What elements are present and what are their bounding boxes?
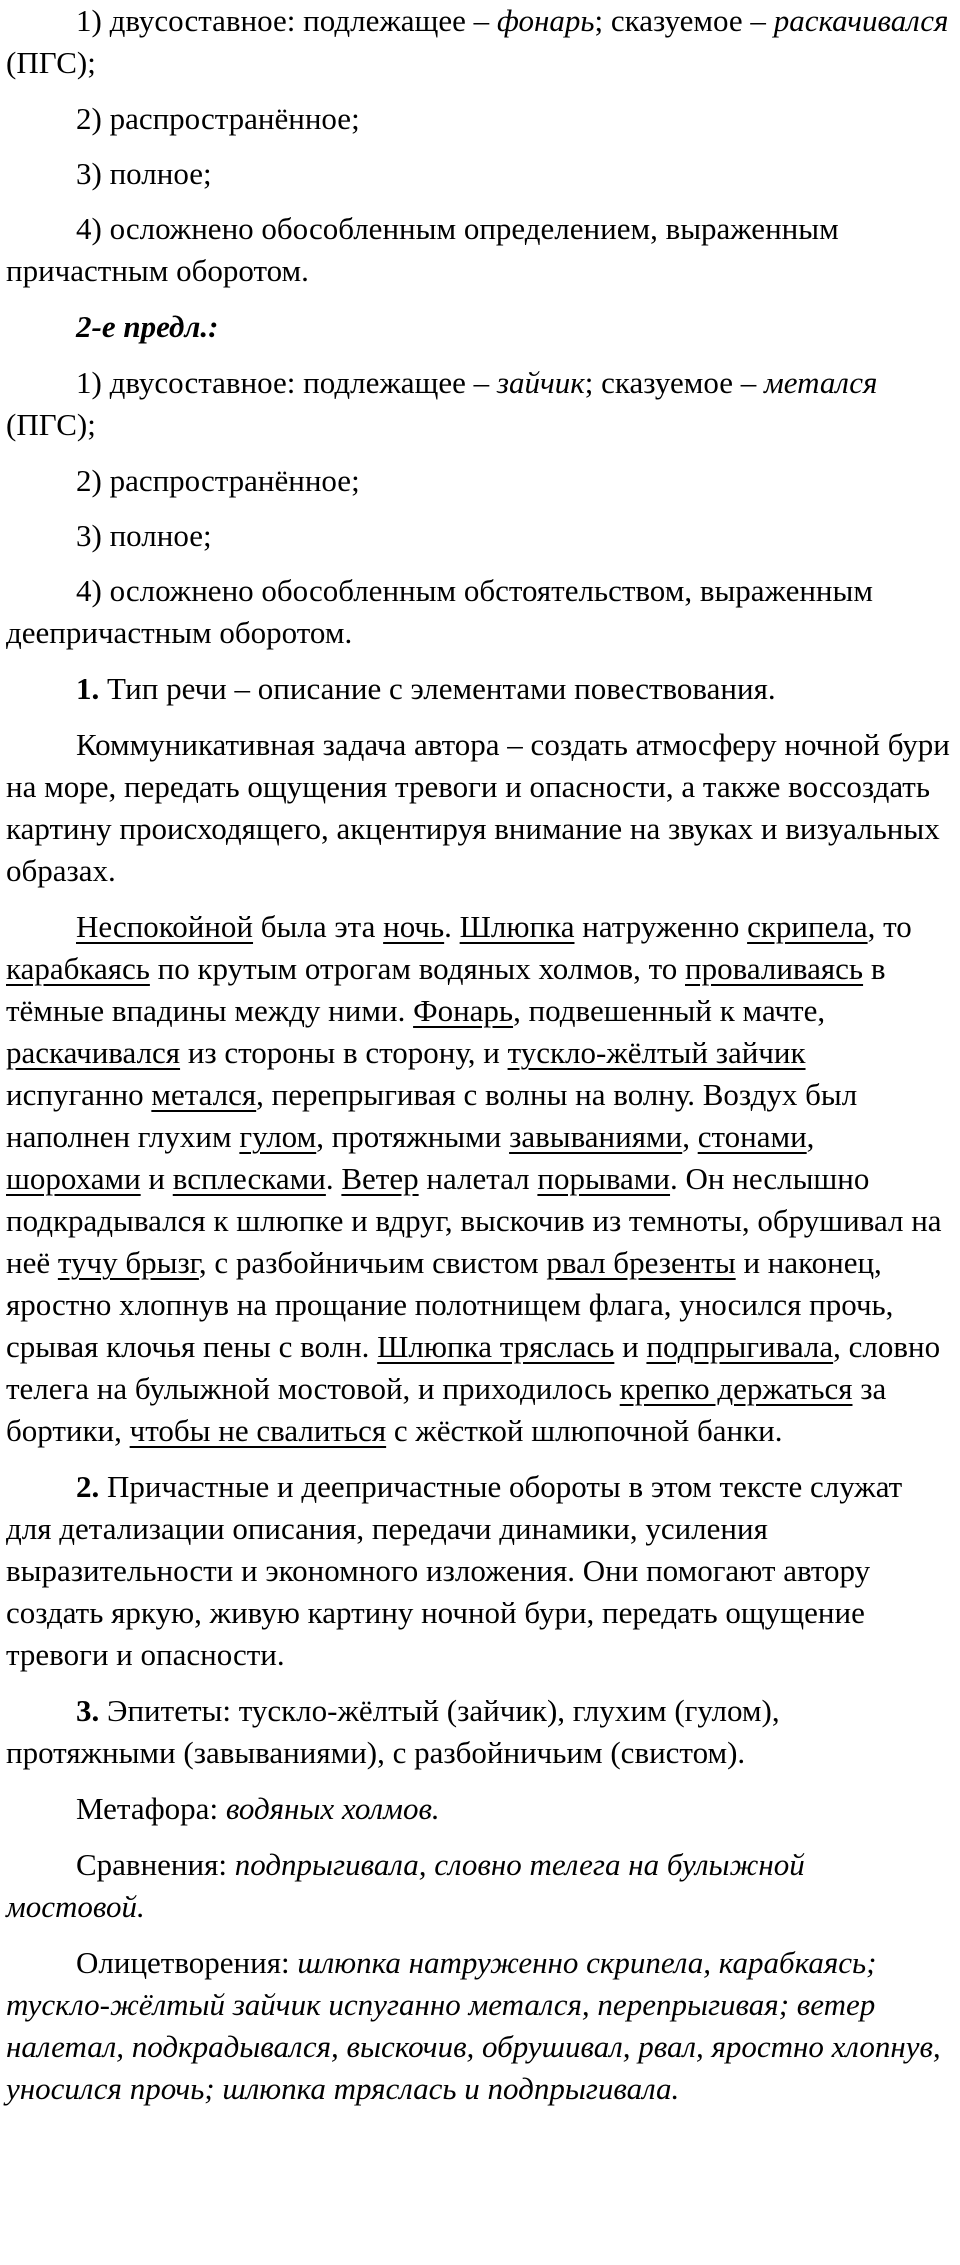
underlined-word: завываниями — [509, 1119, 683, 1154]
underlined-word: крепко держаться — [619, 1371, 853, 1406]
underlined-word: Шлюпка — [459, 909, 575, 944]
passage-text: . — [325, 1161, 342, 1196]
underlined-word: скрипела — [747, 909, 868, 944]
s2-item-1: 1) двусоставное: подлежащее – зайчик; сказуемое – метался (ПГС); — [6, 365, 878, 442]
s2-item-4: 4) осложнено обособленным обстоятельством, выраженным деепричастным оборотом. — [6, 573, 873, 650]
annotated-passage — [6, 906, 950, 1452]
s2-item-2: 2) распространённое; — [76, 463, 360, 498]
passage-text: , — [682, 1119, 698, 1154]
underlined-word: карабкаясь — [6, 951, 150, 986]
underlined-word: гулом — [239, 1119, 317, 1154]
underlined-word: раскачивался — [6, 1035, 181, 1070]
passage-text: , с разбойничьим свистом — [198, 1245, 547, 1280]
task-1-speech-type: 1. Тип речи – описание с элементами повествования. — [76, 671, 776, 706]
s1-item-2: 2) распространённое; — [76, 101, 360, 136]
passage-text: , словно телега на булыжной мостовой, и приходилось — [6, 1329, 941, 1406]
underlined-word: Фонарь — [413, 993, 514, 1028]
s1-item-3: 3) полное; — [76, 156, 212, 191]
passage-text: из стороны в сторону, и — [180, 1035, 508, 1070]
underlined-word: Неспокойной — [76, 909, 254, 944]
passage-text: с жёсткой шлюпочной банки. — [386, 1413, 783, 1448]
task-3-comparison: Сравнения: подпрыгивала, словно телега на булыжной мостовой. — [6, 1847, 805, 1924]
underlined-word: тучу брызг — [57, 1245, 199, 1280]
s1-item-4: 4) осложнено обособленным определением, выраженным причастным оборотом. — [6, 211, 839, 288]
underlined-word: порывами — [537, 1161, 671, 1196]
underlined-word: тускло-жёлтый зайчик — [507, 1035, 806, 1070]
passage-text: и — [614, 1329, 647, 1364]
task-3-personification: Олицетворения: шлюпка натруженно скрипела, карабкаясь; тускло-жёлтый зайчик испуганно метался, перепрыгивая; ветер налетал, подкрадывался, выскочив, обрушивал, рвал, яростно хлопнув, уносился прочь; шлюпка тряслась и подпрыгивала. — [6, 1945, 941, 2106]
task-3-metaphor: Метафора: водяных холмов. — [76, 1791, 440, 1826]
passage-text: , — [806, 1119, 815, 1154]
passage-text: , подвешенный к мачте, — [513, 993, 826, 1028]
underlined-word: стонами — [697, 1119, 807, 1154]
passage-text: . — [444, 909, 460, 944]
task-1-goal: Коммуникативная задача автора – создать атмосферу ночной бури на море, передать ощущения тревоги и опасности, а также воссоздать картину происходящего, акцентируя внимание на звуках и визуальных образах. — [6, 727, 950, 888]
underlined-word: Шлюпка тряслась — [377, 1329, 615, 1364]
underlined-word: всплесками — [172, 1161, 326, 1196]
passage-text: по крутым отрогам водяных холмов, то — [149, 951, 685, 986]
passage-text: . Он неслышно подкрадывался к шлюпке и вдруг, выскочив из темноты, обрушивал на неё — [6, 1161, 942, 1280]
underlined-word: рвал брезенты — [546, 1245, 736, 1280]
underlined-word: чтобы не свалиться — [129, 1413, 387, 1448]
passage-text: в тёмные впадины между ними. — [6, 951, 886, 1028]
underlined-word: Ветер — [341, 1161, 419, 1196]
underlined-word: проваливаясь — [685, 951, 864, 986]
underlined-word: шорохами — [6, 1161, 141, 1196]
underlined-word: ночь — [383, 909, 445, 944]
passage-text: испуганно — [6, 1077, 152, 1112]
s1-item-1: 1) двусоставное: подлежащее – фонарь; сказуемое – раскачивался (ПГС); — [6, 3, 949, 80]
underlined-word: метался — [151, 1077, 257, 1112]
underlined-word: подпрыгивала — [646, 1329, 834, 1364]
passage-text: и — [140, 1161, 173, 1196]
passage-text: , протяжными — [316, 1119, 510, 1154]
s2-heading: 2-е предл.: — [76, 309, 219, 344]
task-2: 2. Причастные и деепричастные обороты в этом тексте служат для детализации описания, передачи динамики, усиления выразительности и экономного изложения. Они помогают автору создать яркую, живую картину ночной бури, передать ощущение тревоги и опасности. — [6, 1469, 903, 1672]
passage-text: , то — [867, 909, 912, 944]
passage-text: за бортики, — [6, 1371, 887, 1448]
s2-item-3: 3) полное; — [76, 518, 212, 553]
passage-text: и наконец, яростно хлопнув на прощание полотнищем флага, уносился прочь, срывая клочья пены с волн. — [6, 1245, 894, 1364]
passage-text: была эта — [253, 909, 384, 944]
passage-text: натруженно — [574, 909, 748, 944]
passage-text: налетал — [418, 1161, 538, 1196]
task-3-epithets: 3. Эпитеты: тускло-жёлтый (зайчик), глухим (гулом), протяжными (завываниями), с разбойничьим (свистом). — [6, 1693, 780, 1770]
passage-text: , перепрыгивая с волны на волну. Воздух был наполнен глухим — [6, 1077, 858, 1154]
